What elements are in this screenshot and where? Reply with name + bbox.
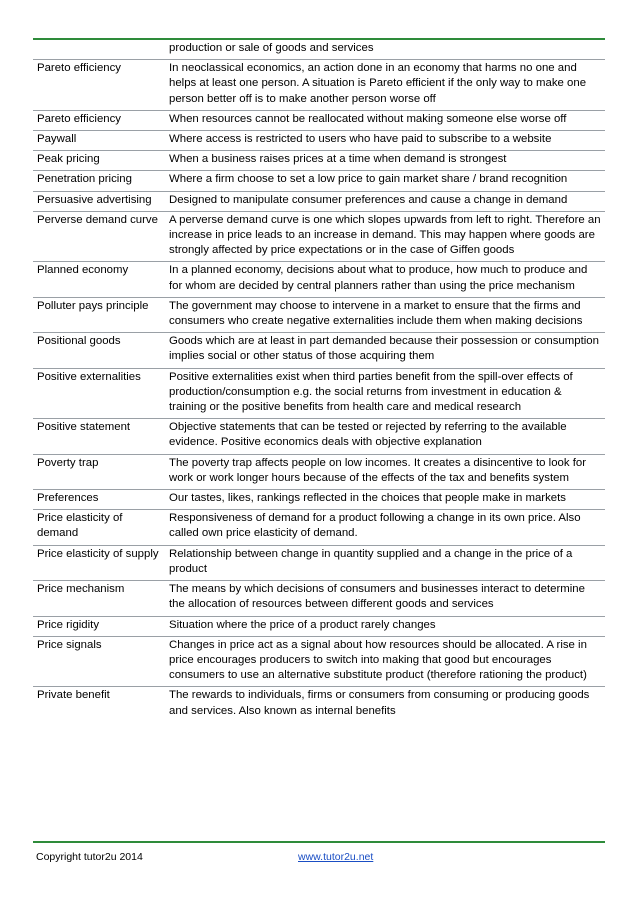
glossary-definition: The poverty trap affects people on low incomes. It creates a disincentive to look for work or work longer hours because of the effects of the tax and benefits system	[164, 454, 605, 489]
glossary-definition: A perverse demand curve is one which slopes upwards from left to right. Therefore an increase in price leads to an increase in demand. This may happen where goods are strongly affected by price expectations or in the case of Giffen goods	[164, 211, 605, 262]
glossary-row	[33, 636, 605, 687]
glossary-row	[33, 211, 605, 262]
glossary-term: Poverty trap	[33, 454, 164, 489]
glossary-term: Price mechanism	[33, 581, 164, 616]
glossary-row	[33, 60, 605, 111]
glossary-definition: The means by which decisions of consumers and businesses interact to determine the allocation of resources between different goods and services	[164, 581, 605, 616]
glossary-row	[33, 171, 605, 191]
glossary-definition: Positive externalities exist when third parties benefit from the spill-over effects of production/consumption e.g. the social returns from investment in education & training or the positive benefits from health care and medical research	[164, 368, 605, 419]
glossary-row	[33, 454, 605, 489]
glossary-definition: The government may choose to intervene in a market to ensure that the firms and consumers who create negative externalities include them when making decisions	[164, 297, 605, 332]
glossary-definition: Responsiveness of demand for a product following a change in its own price. Also called own price elasticity of demand.	[164, 510, 605, 545]
glossary-term: Persuasive advertising	[33, 191, 164, 211]
glossary-term: Polluter pays principle	[33, 297, 164, 332]
glossary-term: Peak pricing	[33, 151, 164, 171]
glossary-term: Penetration pricing	[33, 171, 164, 191]
glossary-definition: Where access is restricted to users who have paid to subscribe to a website	[164, 131, 605, 151]
glossary-definition: production or sale of goods and services	[169, 42, 374, 54]
glossary-term: Positional goods	[33, 333, 164, 368]
glossary-row	[33, 616, 605, 636]
glossary-term	[33, 40, 164, 60]
glossary-row	[33, 297, 605, 332]
glossary-definition: The rewards to individuals, firms or consumers from consuming or producing goods and services. Also known as internal benefits	[164, 687, 605, 722]
glossary-definition: Designed to manipulate consumer preferences and cause a change in demand	[164, 191, 605, 211]
glossary-term: Price elasticity of supply	[33, 545, 164, 580]
glossary-term: Private benefit	[33, 687, 164, 722]
copyright-text: Copyright tutor2u 2014	[36, 851, 143, 863]
glossary-definition: Where a firm choose to set a low price to gain market share / brand recognition	[164, 171, 605, 191]
glossary-definition: Changes in price act as a signal about how resources should be allocated. A rise in price encourages producers to switch into making that good but encourages consumers to use an alternative substitute product (therefore rationing the product)	[164, 636, 605, 687]
glossary-definition: Situation where the price of a product rarely changes	[164, 616, 605, 636]
bottom-rule	[33, 841, 605, 843]
glossary-term: Pareto efficiency	[33, 60, 164, 111]
glossary-term: Pareto efficiency	[33, 110, 164, 130]
glossary-row	[33, 419, 605, 454]
glossary-definition: Our tastes, likes, rankings reflected in the choices that people make in markets	[164, 490, 605, 510]
glossary-term: Perverse demand curve	[33, 211, 164, 262]
glossary-row	[33, 333, 605, 368]
glossary-row	[33, 262, 605, 297]
glossary-definition: In neoclassical economics, an action done in an economy that harms no one and helps at least one person. A situation is Pareto efficient if the only way to make one person better off is to make another person worse off	[164, 60, 605, 111]
glossary-definition: Relationship between change in quantity supplied and a change in the price of a product	[164, 545, 605, 580]
glossary-term: Price signals	[33, 636, 164, 687]
glossary-row	[33, 545, 605, 580]
glossary-row	[33, 40, 605, 60]
glossary-term: Paywall	[33, 131, 164, 151]
glossary-definition: Objective statements that can be tested or rejected by referring to the available evidence. Positive economics deals with objective explanation	[164, 419, 605, 454]
glossary-term: Price rigidity	[33, 616, 164, 636]
glossary-row	[33, 191, 605, 211]
website-link[interactable]: www.tutor2u.net	[298, 851, 374, 863]
glossary-term: Price elasticity of demand	[33, 510, 164, 545]
glossary-row	[33, 687, 605, 722]
glossary-row	[33, 368, 605, 419]
glossary-row	[33, 131, 605, 151]
glossary-definition: In a planned economy, decisions about what to produce, how much to produce and for whom are decided by central planners rather than using the price mechanism	[164, 262, 605, 297]
glossary-term: Preferences	[33, 490, 164, 510]
glossary-definition: Goods which are at least in part demanded because their possession or consumption implies social or other status of those acquiring them	[164, 333, 605, 368]
glossary-row	[33, 151, 605, 171]
glossary-term: Planned economy	[33, 262, 164, 297]
glossary-term: Positive statement	[33, 419, 164, 454]
glossary-term: Positive externalities	[33, 368, 164, 419]
glossary-body	[33, 40, 605, 722]
glossary-row	[33, 510, 605, 545]
glossary-definition: When a business raises prices at a time when demand is strongest	[164, 151, 605, 171]
glossary-row	[33, 110, 605, 130]
glossary-definition: When resources cannot be reallocated without making someone else worse off	[164, 110, 605, 130]
glossary-row	[33, 581, 605, 616]
glossary-row	[33, 490, 605, 510]
glossary-table	[33, 40, 605, 722]
